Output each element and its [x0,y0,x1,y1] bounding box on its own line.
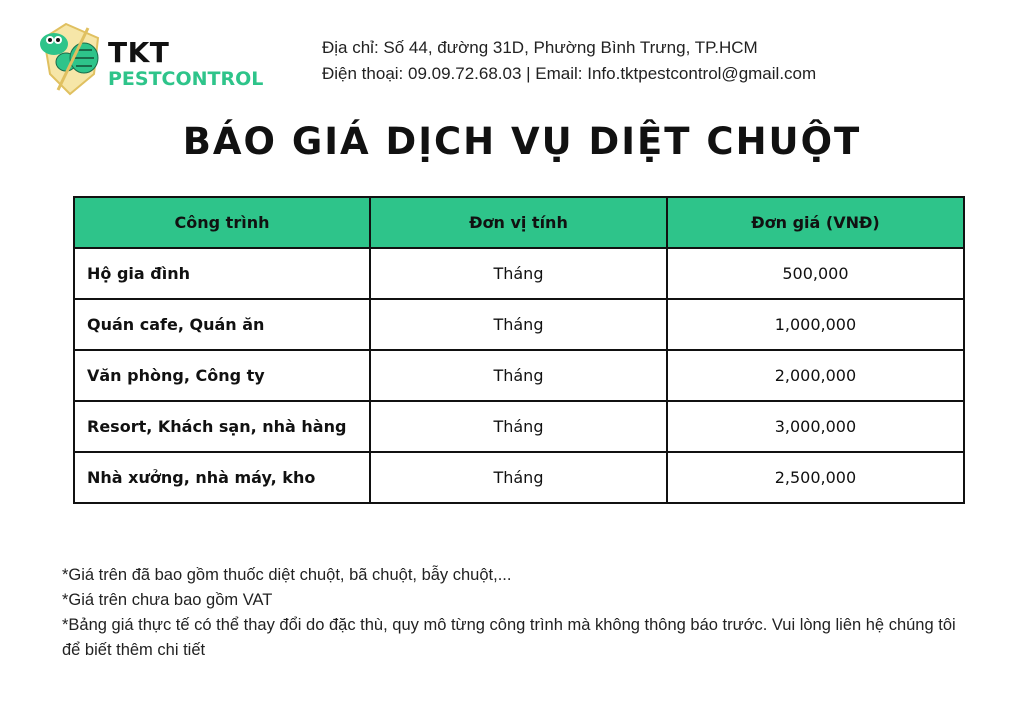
cell-unit: Tháng [370,401,667,452]
cell-unit: Tháng [370,299,667,350]
table-row [74,401,964,452]
table-row [74,452,964,503]
cell-price: 500,000 [667,248,964,299]
note-item: *Bảng giá thực tế có thể thay đổi do đặc thù, quy mô từng công trình mà không thông báo trước. Vui lòng liên hệ chúng tôi để biết thêm chi tiết [62,616,956,659]
price-table [73,196,965,504]
header-cong-trinh: Công trình [74,197,370,248]
cell-price: 2,500,000 [667,452,964,503]
note-item: *Giá trên đã bao gồm thuốc diệt chuột, bã chuột, bẫy chuột,... [62,566,512,584]
cell-price: 2,000,000 [667,350,964,401]
table-row [74,248,964,299]
cell-unit: Tháng [370,452,667,503]
brand-name: TKT [108,36,170,69]
table-header-row [74,197,964,248]
cell-type: Quán cafe, Quán ăn [74,299,370,350]
cell-type: Resort, Khách sạn, nhà hàng [74,401,370,452]
company-logo [36,16,264,98]
cell-unit: Tháng [370,248,667,299]
cell-type: Văn phòng, Công ty [74,350,370,401]
cell-price: 3,000,000 [667,401,964,452]
note-item: *Giá trên chưa bao gồm VAT [62,591,273,609]
header-don-gia: Đơn giá (VNĐ) [667,197,964,248]
cell-type: Hộ gia đình [74,248,370,299]
table-row [74,350,964,401]
ant-mascot-icon [36,16,106,98]
notes [62,563,962,663]
brand-subtitle: PESTCONTROL [108,68,264,90]
cell-type: Nhà xưởng, nhà máy, kho [74,452,370,503]
table-row [74,299,964,350]
contact-info [322,35,816,87]
address: Địa chỉ: Số 44, đường 31D, Phường Bình Trưng, TP.HCM [322,38,758,57]
cell-unit: Tháng [370,350,667,401]
phone-email: Điện thoại: 09.09.72.68.03 | Email: Info.tktpestcontrol@gmail.com [322,64,817,83]
header-don-vi: Đơn vị tính [370,197,667,248]
page-title: BÁO GIÁ DỊCH VỤ DIỆT CHUỘT [182,120,862,163]
cell-price: 1,000,000 [667,299,964,350]
